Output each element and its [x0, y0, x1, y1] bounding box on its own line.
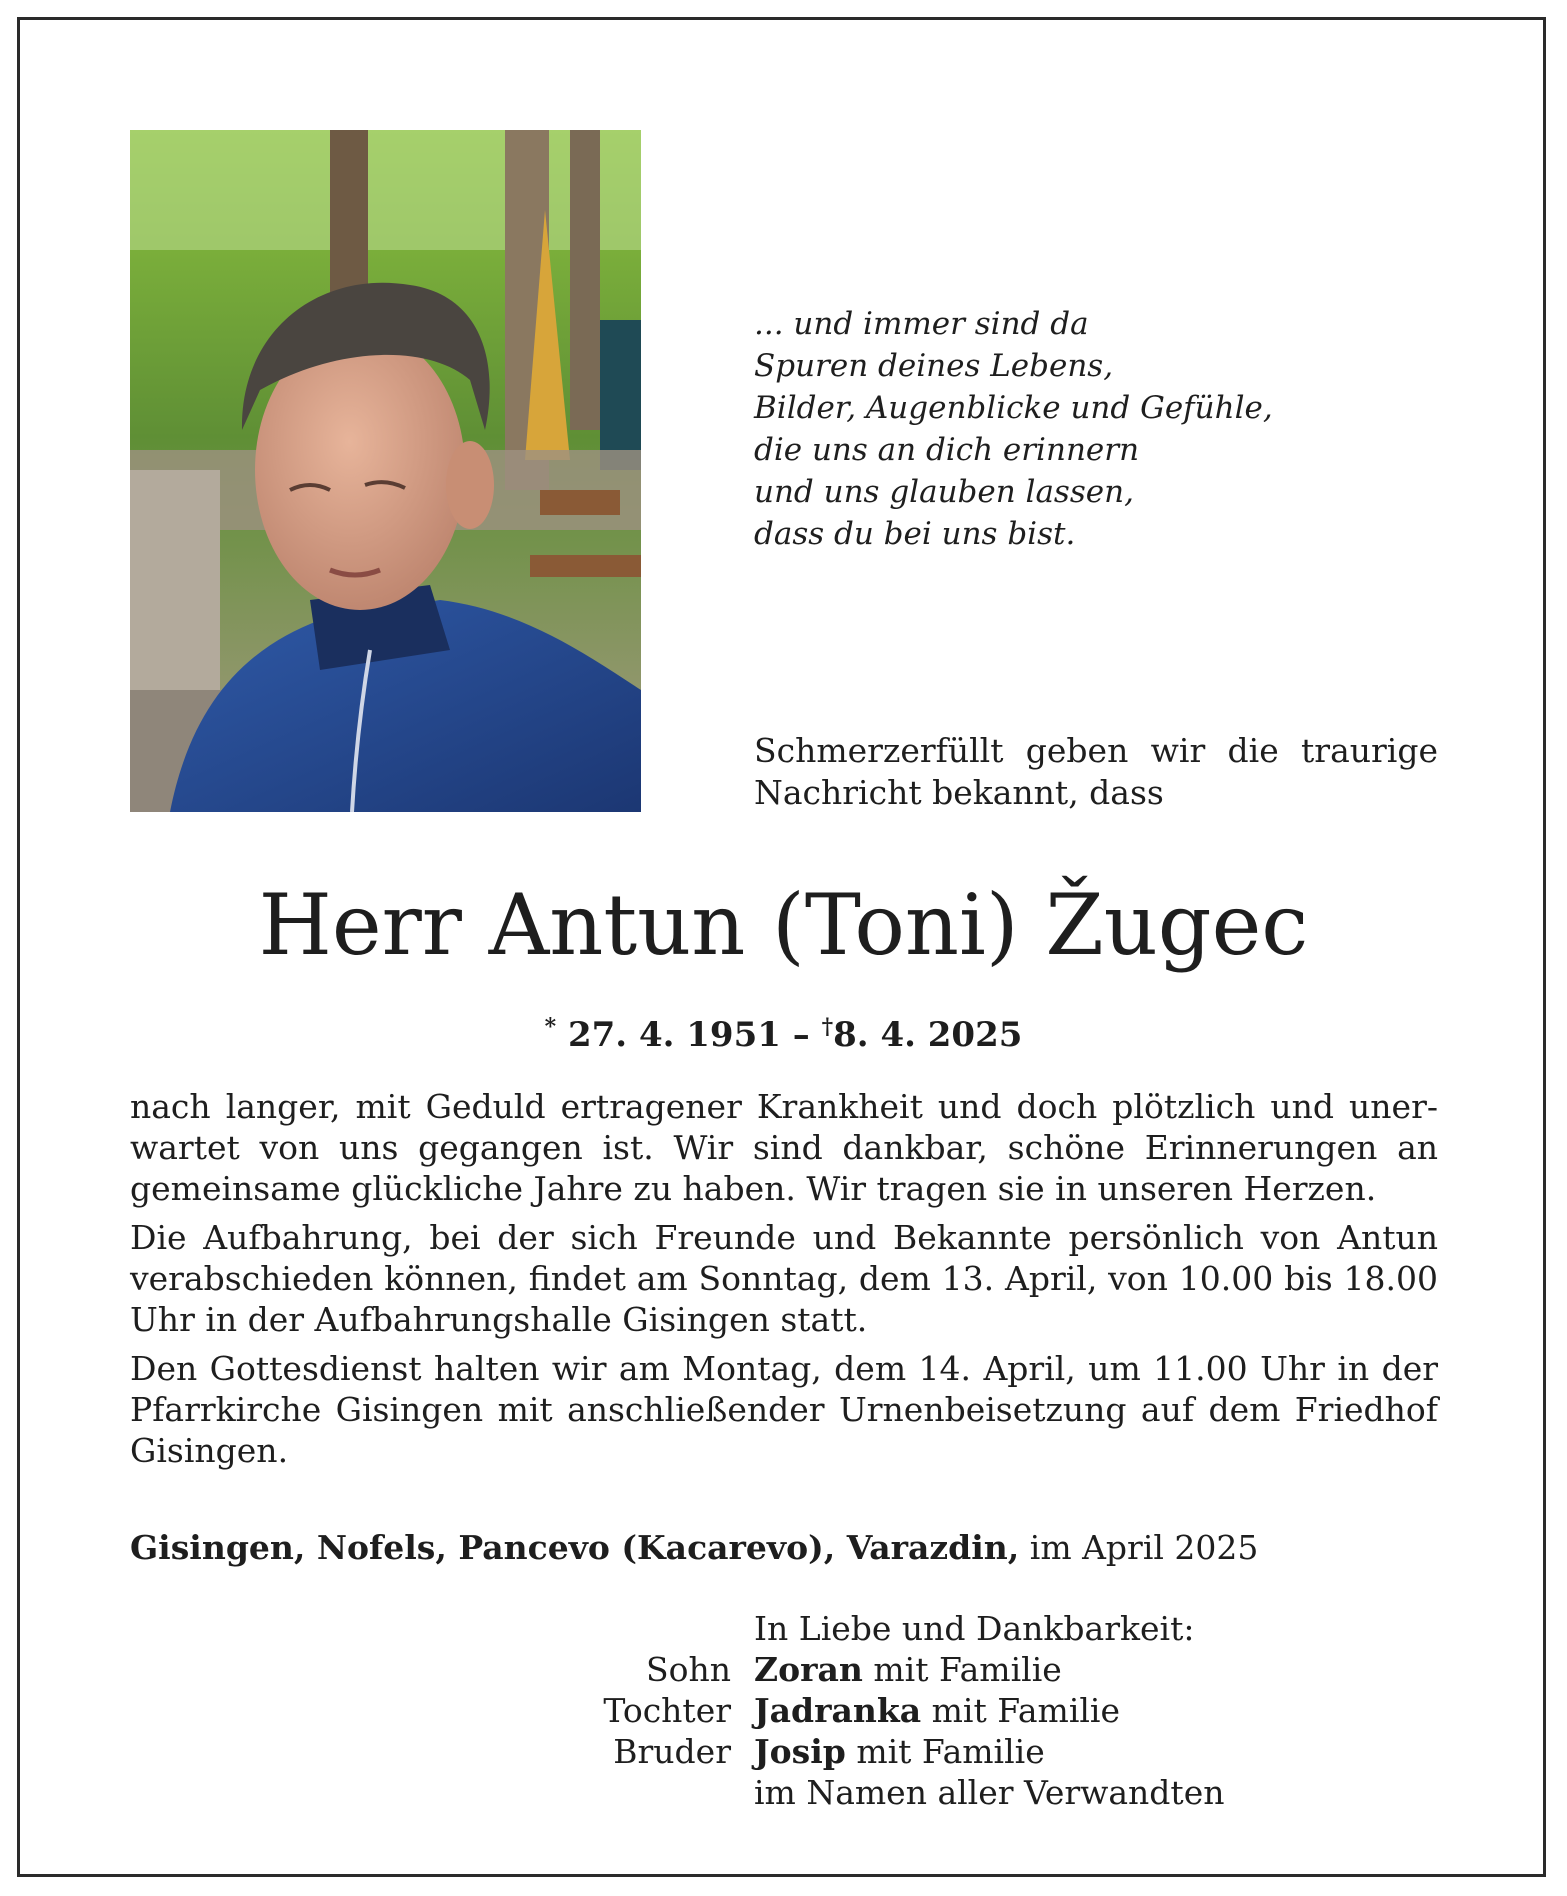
body-line: Die Aufbahrung, bei der sich Freunde und Bekannte persönlich von Antun [130, 1218, 1438, 1257]
signature-heading: In Liebe und Dankbarkeit: [754, 1609, 1195, 1648]
mourner-row [0, 1690, 1567, 1731]
mourner-suffix: mit Familie [931, 1691, 1121, 1730]
intro-line: Nachricht bekannt, dass [754, 773, 1164, 812]
body-line: Pfarrkirche Gisingen mit anschließender Urnenbeisetzung auf dem Friedhof [130, 1390, 1438, 1429]
deceased-name: Herr Antun (Toni) Žugec [258, 876, 1309, 974]
mourner-suffix: mit Familie [856, 1732, 1045, 1771]
notice-body [130, 1086, 1438, 1479]
places: Gisingen, Nofels, Pancevo (Kacarevo), Varazdin, [130, 1528, 1020, 1567]
paragraph-viewing [130, 1217, 1438, 1340]
mourner-name: Jadranka [754, 1691, 922, 1730]
poem-line: Bilder, Augenblicke und Gefühle, [754, 390, 1273, 426]
poem-line: Spuren deines Lebens, [754, 348, 1114, 384]
body-line: Gisingen. [130, 1431, 289, 1470]
portrait-photo [130, 130, 641, 812]
body-line: Den Gottesdienst halten wir am Montag, dem 14. April, um 11.00 Uhr in der [130, 1349, 1438, 1388]
paragraph-service [130, 1348, 1438, 1471]
body-line: Uhr in der Aufbahrungshalle Gisingen statt. [130, 1300, 868, 1339]
mourner-row [0, 1649, 1567, 1690]
body-line: nach langer, mit Geduld ertragener Krankheit und doch plötzlich und uner- [130, 1087, 1438, 1126]
body-line: verabschieden können, findet am Sonntag, dem 13. April, von 10.00 bis 18.00 [130, 1259, 1438, 1298]
body-line: gemeinsame glückliche Jahre zu haben. Wir tragen sie in unseren Herzen. [130, 1169, 1377, 1208]
life-dates [0, 1003, 1567, 1059]
place-and-date [130, 1526, 1258, 1570]
death-date: 8. 4. 2025 [833, 1015, 1023, 1055]
mourner-row [0, 1731, 1567, 1772]
death-cross-symbol: † [821, 1014, 834, 1040]
date-separator: – [792, 1015, 810, 1055]
body-line: wartet von uns gegangen ist. Wir sind dankbar, schöne Erinnerungen an [130, 1128, 1438, 1167]
intro-line: Schmerzerfüllt geben wir die traurige [754, 731, 1438, 770]
mourner-relation: Bruder [613, 1732, 731, 1771]
birth-star-symbol: * [544, 1014, 557, 1040]
paragraph-illness [130, 1086, 1438, 1209]
poem-line: die uns an dich erinnern [754, 432, 1140, 468]
notice-date: im April 2025 [1029, 1528, 1259, 1567]
announcement-intro [754, 730, 1438, 814]
poem-line: dass du bei uns bist. [754, 516, 1076, 552]
mourner-name: Josip [754, 1732, 846, 1771]
poem-line: und uns glauben lassen, [754, 474, 1134, 510]
signature-closing: im Namen aller Verwandten [754, 1773, 1225, 1812]
poem-line: ... und immer sind da [754, 306, 1089, 342]
memorial-poem [754, 303, 1454, 555]
birth-date: 27. 4. 1951 [567, 1015, 781, 1055]
mourner-relation: Tochter [603, 1691, 731, 1730]
mourner-name: Zoran [754, 1650, 863, 1689]
family-signature [0, 1608, 1567, 1813]
mourner-suffix: mit Familie [873, 1650, 1062, 1689]
mourner-relation: Sohn [646, 1650, 731, 1689]
